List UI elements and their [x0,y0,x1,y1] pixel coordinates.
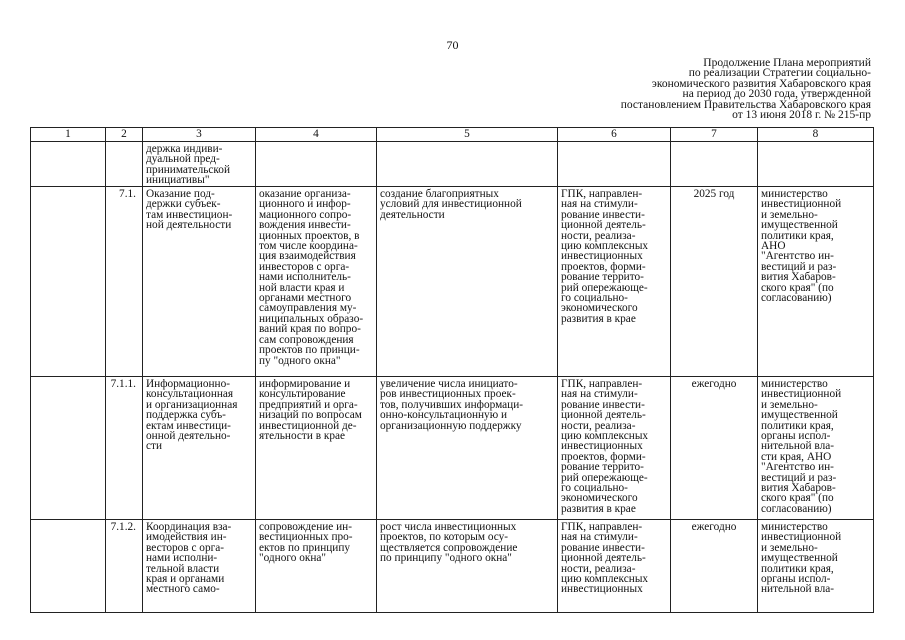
cell-text-line: по принципу "одного окна" [380,552,512,565]
cell-text-line: и организационная [146,398,238,411]
stage-cell [31,187,106,377]
cell-text-line: имодействия ин- [146,531,227,544]
header-line: от 13 июня 2018 г. № 215-пр [732,109,871,122]
cell-text-line: ности, реализа- [561,419,636,432]
cell-text-line: ционного и инфор- [259,198,351,211]
cell-text-line: министерство [761,188,828,200]
column-header: 8 [758,128,874,142]
cell-text-line: ежегодно [691,521,737,533]
cell-text-line: вития Хабаров- [761,271,836,284]
cell-text-line: ности, реализа- [561,229,636,242]
program-cell [558,142,671,187]
cell-text-line: Оказание под- [146,188,215,200]
cell-text-line: инвестиционной [761,531,842,544]
cell-text-line: проектов, по которым осу- [380,531,509,544]
cell-text-line: органы испол- [761,573,831,586]
deadline-cell [671,187,758,377]
executor-cell [758,142,874,187]
cell-text-line: и земельно- [761,541,818,554]
cell-text-line: сти [146,440,162,453]
cell-text-line: ниципальных образо- [259,312,364,325]
cell-text-line: ция взаимодействия [259,250,356,263]
cell-text-line: мационного сопро- [259,208,352,221]
cell-text-line: политики края, [761,229,834,242]
cell-text-line: консультационная [146,388,234,401]
cell-text-line: ществляется сопровождение [380,541,518,554]
cell-text-line: ционных проектов, в [259,229,360,242]
cell-text-line: ежегодно [691,378,737,390]
column-header: 2 [106,128,143,142]
deadline-cell [671,520,758,613]
table-body [31,142,874,613]
cell-text-line: рование инвести- [561,208,645,221]
cell-text-line: деятельности [380,208,445,221]
cell-text-line: вития Хабаров- [761,482,836,495]
cell-text-line: инвестиционных [561,250,643,263]
program-cell [558,377,671,520]
cell-text-line: согласованию) [761,502,832,515]
cell-text-line: ная на стимули- [561,198,638,211]
cell-text-line: увеличение числа инициато- [380,378,518,390]
cell-text-line: организационную поддержку [380,419,522,432]
table-row [31,142,874,187]
cell-text-line: имущественной [761,552,838,565]
cell-text-line: весторов с орга- [146,541,225,554]
table-row [31,377,874,520]
cell-text-line: ГПК, направлен- [561,521,643,533]
task-cell [143,142,256,187]
cell-text-line: вождения инвести- [259,219,351,232]
cell-text-line: и земельно- [761,208,818,221]
cell-text-line: создание благоприятных [380,188,499,200]
cell-text-line: самоуправления му- [259,302,357,315]
cell-text-line: низаций по вопросам [259,409,362,422]
stage-cell [31,142,106,187]
cell-text-line: вестиций и раз- [761,471,837,484]
cell-text-line: Координация вза- [146,521,232,533]
cell-text-line: экономического [561,492,638,505]
task-cell [143,377,256,520]
table-row [31,187,874,377]
cell-text-line: проектов, форми- [561,260,646,273]
cell-text-line: 7.1. [119,188,136,200]
cell-text-line: го социально- [561,482,628,495]
cell-text-line: нительной вла- [761,583,834,596]
cell-text-line: 7.1.2. [110,521,136,533]
cell-text-line: поддержка субъ- [146,409,226,422]
cell-text-line: имущественной [761,219,838,232]
table-row [31,520,874,613]
cell-text-line: политики края, [761,419,834,432]
cell-text-line: Информационно- [146,378,230,390]
cell-text-line: нами исполнитель- [259,271,351,284]
number-cell [106,377,143,520]
deadline-cell [671,142,758,187]
cell-text-line: экономического [561,302,638,315]
cell-text-line: том числе координа- [259,240,358,253]
cell-text-line: цию комплексных [561,430,649,443]
page-number: 70 [446,38,459,52]
number-cell [106,187,143,377]
column-header: 6 [558,128,671,142]
plan-table [30,127,874,613]
cell-text-line: местного само- [146,583,220,596]
cell-text-line: инвестиционной де- [259,419,357,432]
executor-cell [758,187,874,377]
cell-text-line: рование террито- [561,461,644,474]
cell-text-line: онной деятельно- [146,430,231,443]
result-cell [377,187,558,377]
table-header-row [31,128,874,142]
column-header: 1 [31,128,106,142]
cell-text-line: ского края" (по [761,492,834,505]
document-header [621,58,871,120]
cell-text-line: оказание организа- [259,188,351,200]
cell-text-line: инвестиционных [561,583,643,596]
cell-text-line: ности, реализа- [561,562,636,575]
cell-text-line: "одного окна" [259,552,327,565]
result-cell [377,377,558,520]
header-line: Продолжение Плана мероприятий [703,57,871,69]
cell-text-line: дуальной пред- [146,153,220,166]
cell-text-line: проектов по принци- [259,344,360,357]
cell-text-line: сопровождение ин- [259,521,352,533]
cell-text-line: информирование и [259,378,351,390]
deadline-cell [671,377,758,520]
cell-text-line: инвесторов с орга- [259,260,350,273]
cell-text-line: рование террито- [561,271,644,284]
stage-cell [31,520,106,613]
cell-text-line: ятельности в крае [259,430,346,443]
cell-text-line: ной деятельности [146,219,232,232]
cell-text-line: держки субъек- [146,198,221,211]
measure-cell [256,187,377,377]
cell-text-line: ной власти края и [259,281,345,294]
number-cell [106,142,143,187]
cell-text-line: го социально- [561,292,628,305]
cell-text-line: там инвестицион- [146,208,233,221]
cell-text-line: ГПК, направлен- [561,188,643,200]
column-header: 5 [377,128,558,142]
cell-text-line: ная на стимули- [561,531,638,544]
cell-text-line: рование инвести- [561,541,645,554]
cell-text-line: рование инвести- [561,398,645,411]
number-cell [106,520,143,613]
cell-text-line: предприятий и орга- [259,398,358,411]
cell-text-line: политики края, [761,562,834,575]
cell-text-line: цию комплексных [561,573,649,586]
cell-text-line: министерство [761,521,828,533]
cell-text-line: развития в крае [561,502,636,515]
cell-text-line: инициативы" [146,174,210,187]
task-cell [143,520,256,613]
program-cell [558,187,671,377]
measure-cell [256,377,377,520]
cell-text-line: инвестиционной [761,198,842,211]
cell-text-line: ров инвестиционных проек- [380,388,516,401]
cell-text-line: тов, получивших информаци- [380,398,524,411]
cell-text-line: ционной деятель- [561,552,646,565]
task-cell [143,187,256,377]
cell-text-line: "Агентство ин- [761,461,834,474]
executor-cell [758,520,874,613]
cell-text-line: условий для инвестиционной [380,198,522,211]
cell-text-line: ваний края по вопро- [259,323,361,336]
cell-text-line: рий опережающе- [561,471,648,484]
cell-text-line: 2025 год [693,188,735,200]
cell-text-line: вестиционных про- [259,531,353,544]
column-header: 4 [256,128,377,142]
cell-text-line: органами местного [259,292,352,305]
header-line: постановлением Правительства Хабаровского края [620,98,871,111]
result-cell [377,520,558,613]
measure-cell [256,142,377,187]
column-header: 3 [143,128,256,142]
cell-text-line: развития в крае [561,312,636,325]
cell-text-line: консультирование [259,388,346,401]
cell-text-line: ная на стимули- [561,388,638,401]
cell-text-line: ского края" (по [761,281,834,294]
cell-text-line: цию комплексных [561,240,649,253]
cell-text-line: АНО [761,240,786,253]
cell-text-line: ционной деятель- [561,219,646,232]
cell-text-line: "Агентство ин- [761,250,834,263]
column-header: 7 [671,128,758,142]
cell-text-line: сам сопровождения [259,333,354,346]
cell-text-line: согласованию) [761,292,832,305]
header-line: по реализации Стратегии социально- [688,67,871,80]
cell-text-line: ектов по принципу [259,541,351,554]
cell-text-line: тельной власти [146,562,220,575]
cell-text-line: 7.1.1. [110,378,136,390]
stage-cell [31,377,106,520]
cell-text-line: принимательской [146,163,230,176]
cell-text-line: края и органами [146,573,225,586]
cell-text-line: проектов, форми- [561,450,646,463]
cell-text-line: рий опережающе- [561,281,648,294]
cell-text-line: сти края, АНО [761,450,832,463]
cell-text-line: онно-консультационную и [380,409,508,422]
cell-text-line: пу "одного окна" [259,354,341,367]
measure-cell [256,520,377,613]
cell-text-line: вестиций и раз- [761,260,837,273]
cell-text-line: инвестиционной [761,388,842,401]
cell-text-line: ционной деятель- [561,409,646,422]
cell-text-line: нами исполни- [146,552,218,565]
cell-text-line: ГПК, направлен- [561,378,643,390]
cell-text-line: имущественной [761,409,838,422]
result-cell [377,142,558,187]
cell-text-line: инвестиционных [561,440,643,453]
header-line: на период до 2030 года, утвержденной [682,88,871,101]
cell-text-line: ектам инвестици- [146,419,231,432]
cell-text-line: и земельно- [761,398,818,411]
program-cell [558,520,671,613]
cell-text-line: министерство [761,378,828,390]
header-line: экономического развития Хабаровского края [651,77,871,90]
cell-text-line: рост числа инвестиционных [380,521,517,533]
cell-text-line: нительной вла- [761,440,834,453]
cell-text-line: органы испол- [761,430,831,443]
cell-text-line: держка индиви- [146,143,223,155]
executor-cell [758,377,874,520]
